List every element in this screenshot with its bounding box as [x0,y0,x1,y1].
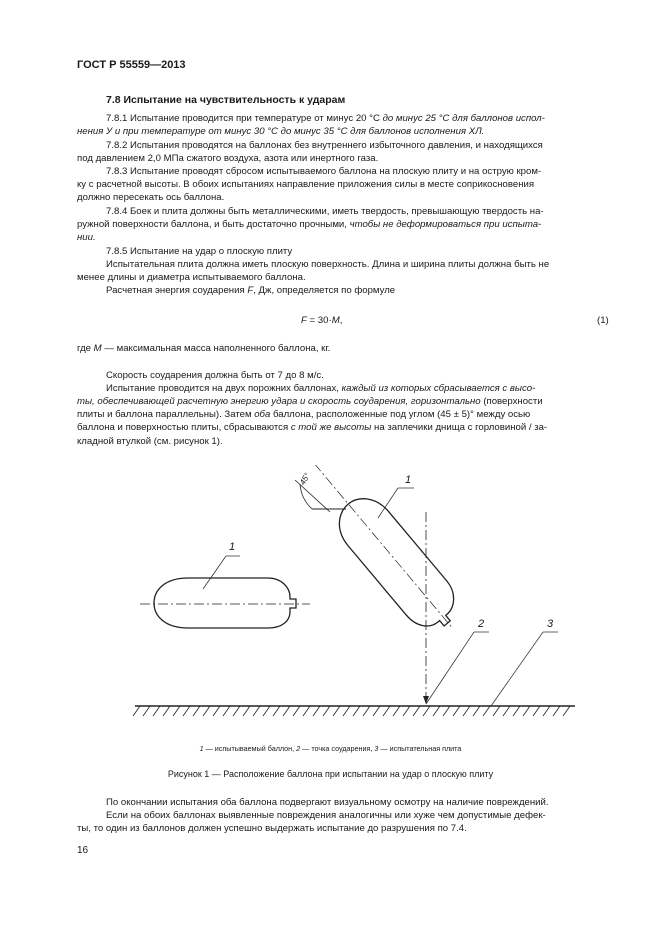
para-785-line1: Испытательная плита должна иметь плоскую поверхность. Длина и ширина плиты должна быть не [106,259,550,270]
formula: F = 30·M, [301,315,343,326]
after-line1: По окончании испытания оба баллона подвергают визуальному осмотру на наличие повреждений. [106,797,549,808]
formula-where: где M — максимальная масса наполненного баллона, кг. [77,343,331,354]
para-783-line1: 7.8.3 Испытание проводят сбросом испытываемого баллона на плоскую плиту и на острую кром- [106,166,542,177]
tilted-cylinder-group [294,465,473,645]
leader-2 [426,632,474,704]
figure-caption: Рисунок 1 — Расположение баллона при испытании на удар о плоскую плиту [167,769,494,779]
tilted-cylinder [328,487,468,640]
speed-text: Скорость соударения должна быть от 7 до 8 м/с. [106,370,324,381]
document-header: ГОСТ Р 55559—2013 [77,59,186,71]
horizontal-cylinder [154,578,296,628]
test-line3: плиты и баллона параллельны). Затем оба баллона, расположенные под углом (45 ± 5)° между осью [77,409,531,420]
para-785-line3: Расчетная энергия соударения F, Дж, определяется по формуле [106,285,396,296]
para-783-line3: должно пересекать ось баллона. [77,192,225,203]
test-line1: Испытание проводится на двух порожних баллонах, каждый из которых сбрасывается с высо- [106,383,536,394]
after-line2: Если на обоих баллонах выявленные повреждения аналогичны или хуже чем допустимые дефек- [106,810,546,821]
test-line5: кладной втулкой (см. рисунок 1). [77,436,223,447]
formula-number: (1) [597,315,609,326]
para-782-line2: под давлением 2,0 МПа сжатого воздуха, азота или инертного газа. [77,153,379,164]
impact-arrowhead [423,696,429,704]
test-line2: ты, обеспечивающей расчетную энергию удара и скорость соударения, горизонтально (поверхности [77,396,543,407]
para-783-line2: ку с расчетной высоты. В обоих испытаниях направление приложения силы в месте соприкосновения [77,179,535,190]
para-782-line1: 7.8.2 Испытания проводятся на баллонах без внутреннего избыточного давления, и находящихся [106,140,543,151]
angle-arc [300,484,312,509]
para-785-line2: менее длины и диаметра испытываемого баллона. [77,272,306,283]
plate-hatching [133,706,570,716]
para-785-title: 7.8.5 Испытание на удар о плоскую плиту [106,246,293,257]
figure-1-drawing [120,465,580,725]
angle-label: 45° [298,471,312,487]
tilted-cylinder-axis [314,465,452,628]
section-title: 7.8 Испытание на чувствительность к ударам [106,94,346,106]
para-781-line1: 7.8.1 Испытание проводится при температуре от минус 20 °C до минус 25 °C для баллонов испол- [106,113,545,124]
para-781-line2: нения У и при температуре от минус 30 °C до минус 35 °C для баллонов исполнения ХЛ. [77,126,485,137]
leader-3 [491,632,543,706]
para-784-line2: ружной поверхности баллона, и быть достаточно прочными, чтобы не деформироваться при испыта- [77,219,542,230]
leader-1-right [378,488,398,518]
callout-2: 2 [478,618,485,630]
leader-1-left [203,556,226,589]
callout-3: 3 [547,618,554,630]
callout-1-right: 1 [405,474,412,486]
after-line3: ты, то один из баллонов должен успешно выдержать испытание до разрушения по 7.4. [77,823,467,834]
callout-1-left: 1 [229,541,236,553]
para-784-line1: 7.8.4 Боек и плита должны быть металлическими, иметь твердость, превышающую твердость на- [106,206,544,217]
para-784-line3: нии. [77,232,96,243]
figure-legend: 1 — испытываемый баллон, 2 — точка соударения, 3 — испытательная плита [199,744,462,753]
page-number: 16 [77,845,89,856]
test-line4: баллона и поверхностью плиты, сбрасываются с той же высоты на заплечики днища с горловиной / за- [77,422,548,433]
